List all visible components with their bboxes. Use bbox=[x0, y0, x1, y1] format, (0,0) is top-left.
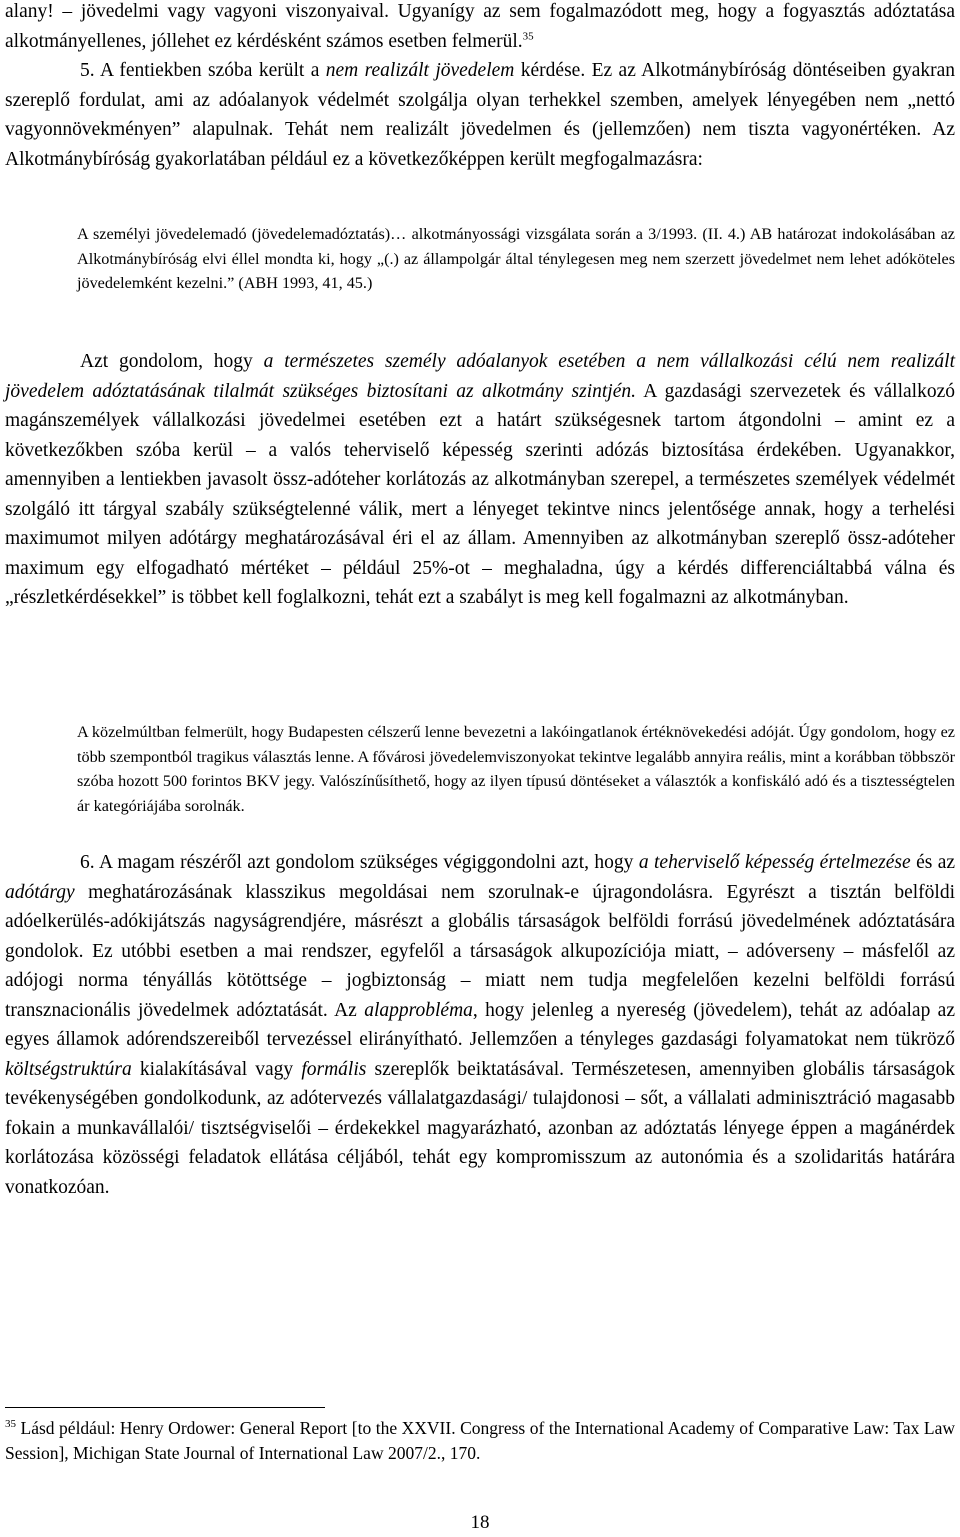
italic-text: alapprobléma bbox=[364, 999, 473, 1021]
italic-text: a természetes személy adóalanyok esetében a nem vállalkozási célú nem realizált jövedelem adóztatásának tilalmát szükséges biztosítani az alkotmány szintjén. bbox=[5, 351, 956, 402]
paragraph-6 bbox=[5, 848, 955, 1202]
text-run: meghatározásának klasszikus megoldásai nem szorulnak-e újragondolásra. Egyrészt a tisztán belföldi adóelkerülés-adókijátszás nagyságrendjére, másrészt a globális társaságok belföldi forrású jövedelmének adóztatására gondolok. Ez utóbbi esetben a mai rendszer, egyfelől a társaságok alkupozíciója miatt, – adóverseny – másfelől az adójogi norma tényállás kötöttsége – jogbiztonság – miatt nem tudja megfelelően kezelni belföldi forrású transznacionális jövedelmek adóztatását. Az bbox=[5, 881, 956, 1021]
page-number: 18 bbox=[470, 1512, 490, 1533]
paragraph-continuation bbox=[5, 0, 955, 56]
body-text-bottom bbox=[5, 848, 955, 1202]
italic-text: a teherviselő képesség értelmezése bbox=[638, 852, 911, 873]
footnote-paragraph bbox=[5, 1416, 955, 1466]
footnote-reference[interactable]: 35 bbox=[522, 30, 534, 42]
text-run: A gazdasági szervezetek és vállalkozó magánszemélyek vállalkozási jövedelmei esetében ezt a határt szükségesnek tartom átgondolni – amint ez a következőkben szóba kerül – a valós teherviselő képesség szerinti adózás biztosítása érdekében. Ugyanakkor, amennyiben a lentiekben javasolt össz-adóteher korlátozás az alkotmányban szerepel, a természetes személyek védelmét szolgáló itt tárgyal szabály szükségtelenné válik, mert a lényeget tekintve nincs jelentősége annak, hogy a terhelési maximumot milyen adótárgy meghatározásával éri el az állam. Amennyiben az alkotmányban szereplő össz-adóteher maximum egy elfogadható mértéket – például 25%-ot – meghaladna, úgy a kérdés differenciáltabbá válna és „részletkérdésekkel” is többet kell foglalkozni, tehát ezt a szabályt is meg kell fogalmazni az alkotmányban. bbox=[5, 380, 955, 608]
italic-text: nem realizált jövedelem bbox=[325, 60, 515, 81]
quote-text: A közelmúltban felmerült, hogy Budapesten célszerű lenne bevezetni a lakóingatlanok értéknövekedési adóját. Úgy gondolom, hogy ez több szempontból tragikus választás lenne. A fővárosi jövedelemviszonyokat tekintve legalább annyira reális, mint a korábban többször szóba hozott 500 forintos BKV jegy. Valószínűsíthető, hogy az ilyen típusú döntéseket a választók a konfiskáló adó és a tisztességtelen ár kategóriájába sorolnák. bbox=[77, 723, 955, 815]
body-text-middle bbox=[5, 347, 955, 613]
italic-text: költségstruktúra bbox=[5, 1058, 132, 1080]
text-run: és az bbox=[916, 852, 956, 873]
italic-text: adótárgy bbox=[5, 881, 75, 903]
text-line: fogyasztás adóztatása alkotmányellenes, jóllehet ez kérdésként számos esetben felmerül. bbox=[5, 1, 955, 52]
footnote-number: 35 bbox=[5, 1418, 16, 1431]
text-run: Azt gondolom, hogy bbox=[80, 351, 253, 372]
text-run: szereplők beiktatásával. Természetesen, amennyiben globális társaságok tevékenységében gondolkodunk, az adótervezés vállalatgazdasági/ tulajdonosi – sőt, a vállalati adminisztráció magasabb fokain a munkavállalói/ tisztségviselői – érdekekkel magyarázható, azonban az adóztatás lényege éppen a magánérdek korlátozása közösségi feladatok ellátása céljából, tehát egy kompromisszum az autonómia és a szolidaritás határára vonatkozóan. bbox=[5, 1058, 955, 1198]
footnote-divider bbox=[5, 1407, 325, 1408]
footnote-text: Lásd például: Henry Ordower: General Report [to the XXVII. Congress of the International Academy of Comparative Law: Tax Law Session], Michigan State Journal of International Law 2007/2., 170. bbox=[5, 1418, 955, 1463]
text-line: alany! – jövedelmi vagy vagyoni viszonyaival. Ugyanígy az sem fogalmazódott meg, hogy a bbox=[5, 1, 775, 22]
text-run: 5. A fentiekben szóba került a bbox=[80, 60, 320, 81]
text-run: kérdése. Ez az Alkotmánybíróság döntéseiben gyakran szereplő fordulat, ami az adóalanyok védelmét szolgálja olyan terhekkel szemben, amelyek lényegében nem „nettó vagyonnövekményen” alapulnak. Tehát nem realizált jövedelmen és (jellemzően) nem tiszta vagyonértéken. Az Alkotmánybíróság gyakorlatában például ez a következőképpen került megfogalmazásra: bbox=[5, 60, 956, 170]
text-run: , hogy jelenleg a nyereség (jövedelem), tehát az adóalap az egyes államok adórendszereiből tervezéssel elirányítható. Jellemzően a tényleges gazdasági folyamatokat nem tükröző bbox=[5, 999, 955, 1050]
quote-block-2 bbox=[77, 720, 955, 818]
footnote bbox=[5, 1416, 955, 1466]
body-text-top bbox=[5, 0, 955, 174]
paragraph-5 bbox=[5, 56, 955, 174]
text-run: kialakításával vagy bbox=[139, 1058, 294, 1080]
quote-text: A személyi jövedelemadó (jövedelemadóztatás)… alkotmányossági vizsgálata során a 3/1993. (II. 4.) AB határozat indokolásában az Alkotmánybíróság elvi éllel mondta ki, hogy „(.) az állampolgár által ténylegesen meg nem szerzett jövedelmet nem lehet adóköteles jövedelemként kezelni.” (ABH 1993, 41, 45.) bbox=[77, 225, 955, 292]
italic-text: formális bbox=[301, 1058, 367, 1080]
text-run: 6. A magam részéről azt gondolom szükséges végiggondolni azt, hogy bbox=[80, 852, 634, 873]
quote-block-1 bbox=[77, 222, 955, 296]
paragraph-conclusion bbox=[5, 347, 955, 613]
